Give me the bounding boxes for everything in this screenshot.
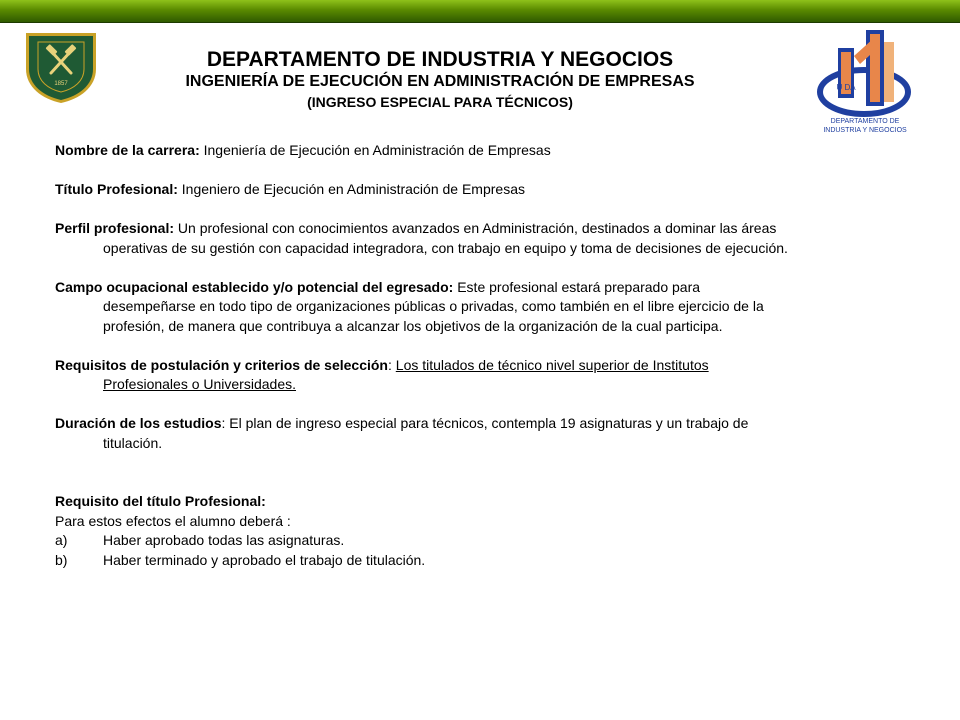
campo-text-2: desempeñarse en todo tipo de organizaciones públicas o privadas, como también en el libre ejercicio de la (103, 298, 764, 314)
duracion-text-1: : El plan de ingreso especial para técnicos, contempla 19 asignaturas y un trabajo de (221, 415, 749, 431)
section-titulo (55, 180, 915, 200)
list-item (55, 551, 915, 571)
duracion-label: Duración de los estudios (55, 415, 222, 431)
document-body (55, 141, 915, 570)
page-header (100, 47, 780, 112)
carrera-label: Nombre de la carrera: (55, 142, 200, 158)
requisitos-sep: : (388, 356, 396, 373)
campo-text-1: Este profesional estará preparado para (453, 278, 701, 295)
page-note: (INGRESO ESPECIAL PARA TÉCNICOS) (307, 94, 573, 110)
carrera-text: Ingeniería de Ejecución en Administración de Empresas (199, 142, 551, 158)
duracion-text-2: titulación. (103, 434, 163, 451)
section-perfil (55, 219, 915, 258)
section-requisitos (55, 356, 915, 395)
section-duracion (55, 414, 915, 453)
requisito-titulo-label: Requisito del título Profesional: (55, 493, 266, 509)
requisitos-text-1: Los titulados de técnico nivel superior de Institutos (395, 356, 709, 373)
campo-text-3: profesión, de manera que contribuya a alcanzar los objetivos de la organización de la cual participa. (103, 317, 723, 334)
dept-letters: U DA (836, 83, 856, 92)
perfil-text-2: operativas de su gestión con capacidad integradora, con trabajo en equipo y toma de decisiones de ejecución. (103, 239, 788, 256)
page-title: DEPARTAMENTO DE INDUSTRIA Y NEGOCIOS (206, 48, 674, 71)
perfil-label: Perfil profesional: (55, 220, 175, 236)
requisitos-text-2: Profesionales o Universidades. (103, 376, 296, 392)
titulo-label: Título Profesional: (55, 181, 178, 197)
list-item-text: Haber terminado y aprobado el trabajo de titulación. (103, 551, 426, 568)
university-seal-icon (22, 29, 100, 105)
section-carrera (55, 141, 915, 161)
requisito-titulo-intro: Para estos efectos el alumno deberá : (55, 512, 291, 529)
list-item (55, 531, 915, 551)
list-marker: b) (55, 551, 68, 568)
campo-label: Campo ocupacional establecido y/o potencial del egresado: (55, 278, 454, 295)
requisitos-label: Requisitos de postulación y criterios de selección (55, 356, 388, 373)
list-marker: a) (55, 532, 68, 548)
top-green-bar (0, 0, 960, 23)
perfil-text-1: Un profesional con conocimientos avanzados en Administración, destinados a dominar las áreas (174, 220, 777, 236)
dept-logo-text-2: INDUSTRIA Y NEGOCIOS (823, 127, 907, 134)
page-subtitle: INGENIERÍA DE EJECUCIÓN EN ADMINISTRACIÓN DE EMPRESAS (185, 73, 695, 90)
section-requisito-titulo (55, 492, 915, 570)
titulo-text: Ingeniero de Ejecución en Administración de Empresas (177, 181, 525, 197)
department-logo-icon (814, 28, 916, 138)
section-campo (55, 278, 915, 337)
dept-logo-text-1: DEPARTAMENTO DE (830, 118, 900, 125)
list-item-text: Haber aprobado todas las asignaturas. (103, 532, 345, 548)
seal-year: 1857 (54, 81, 68, 87)
